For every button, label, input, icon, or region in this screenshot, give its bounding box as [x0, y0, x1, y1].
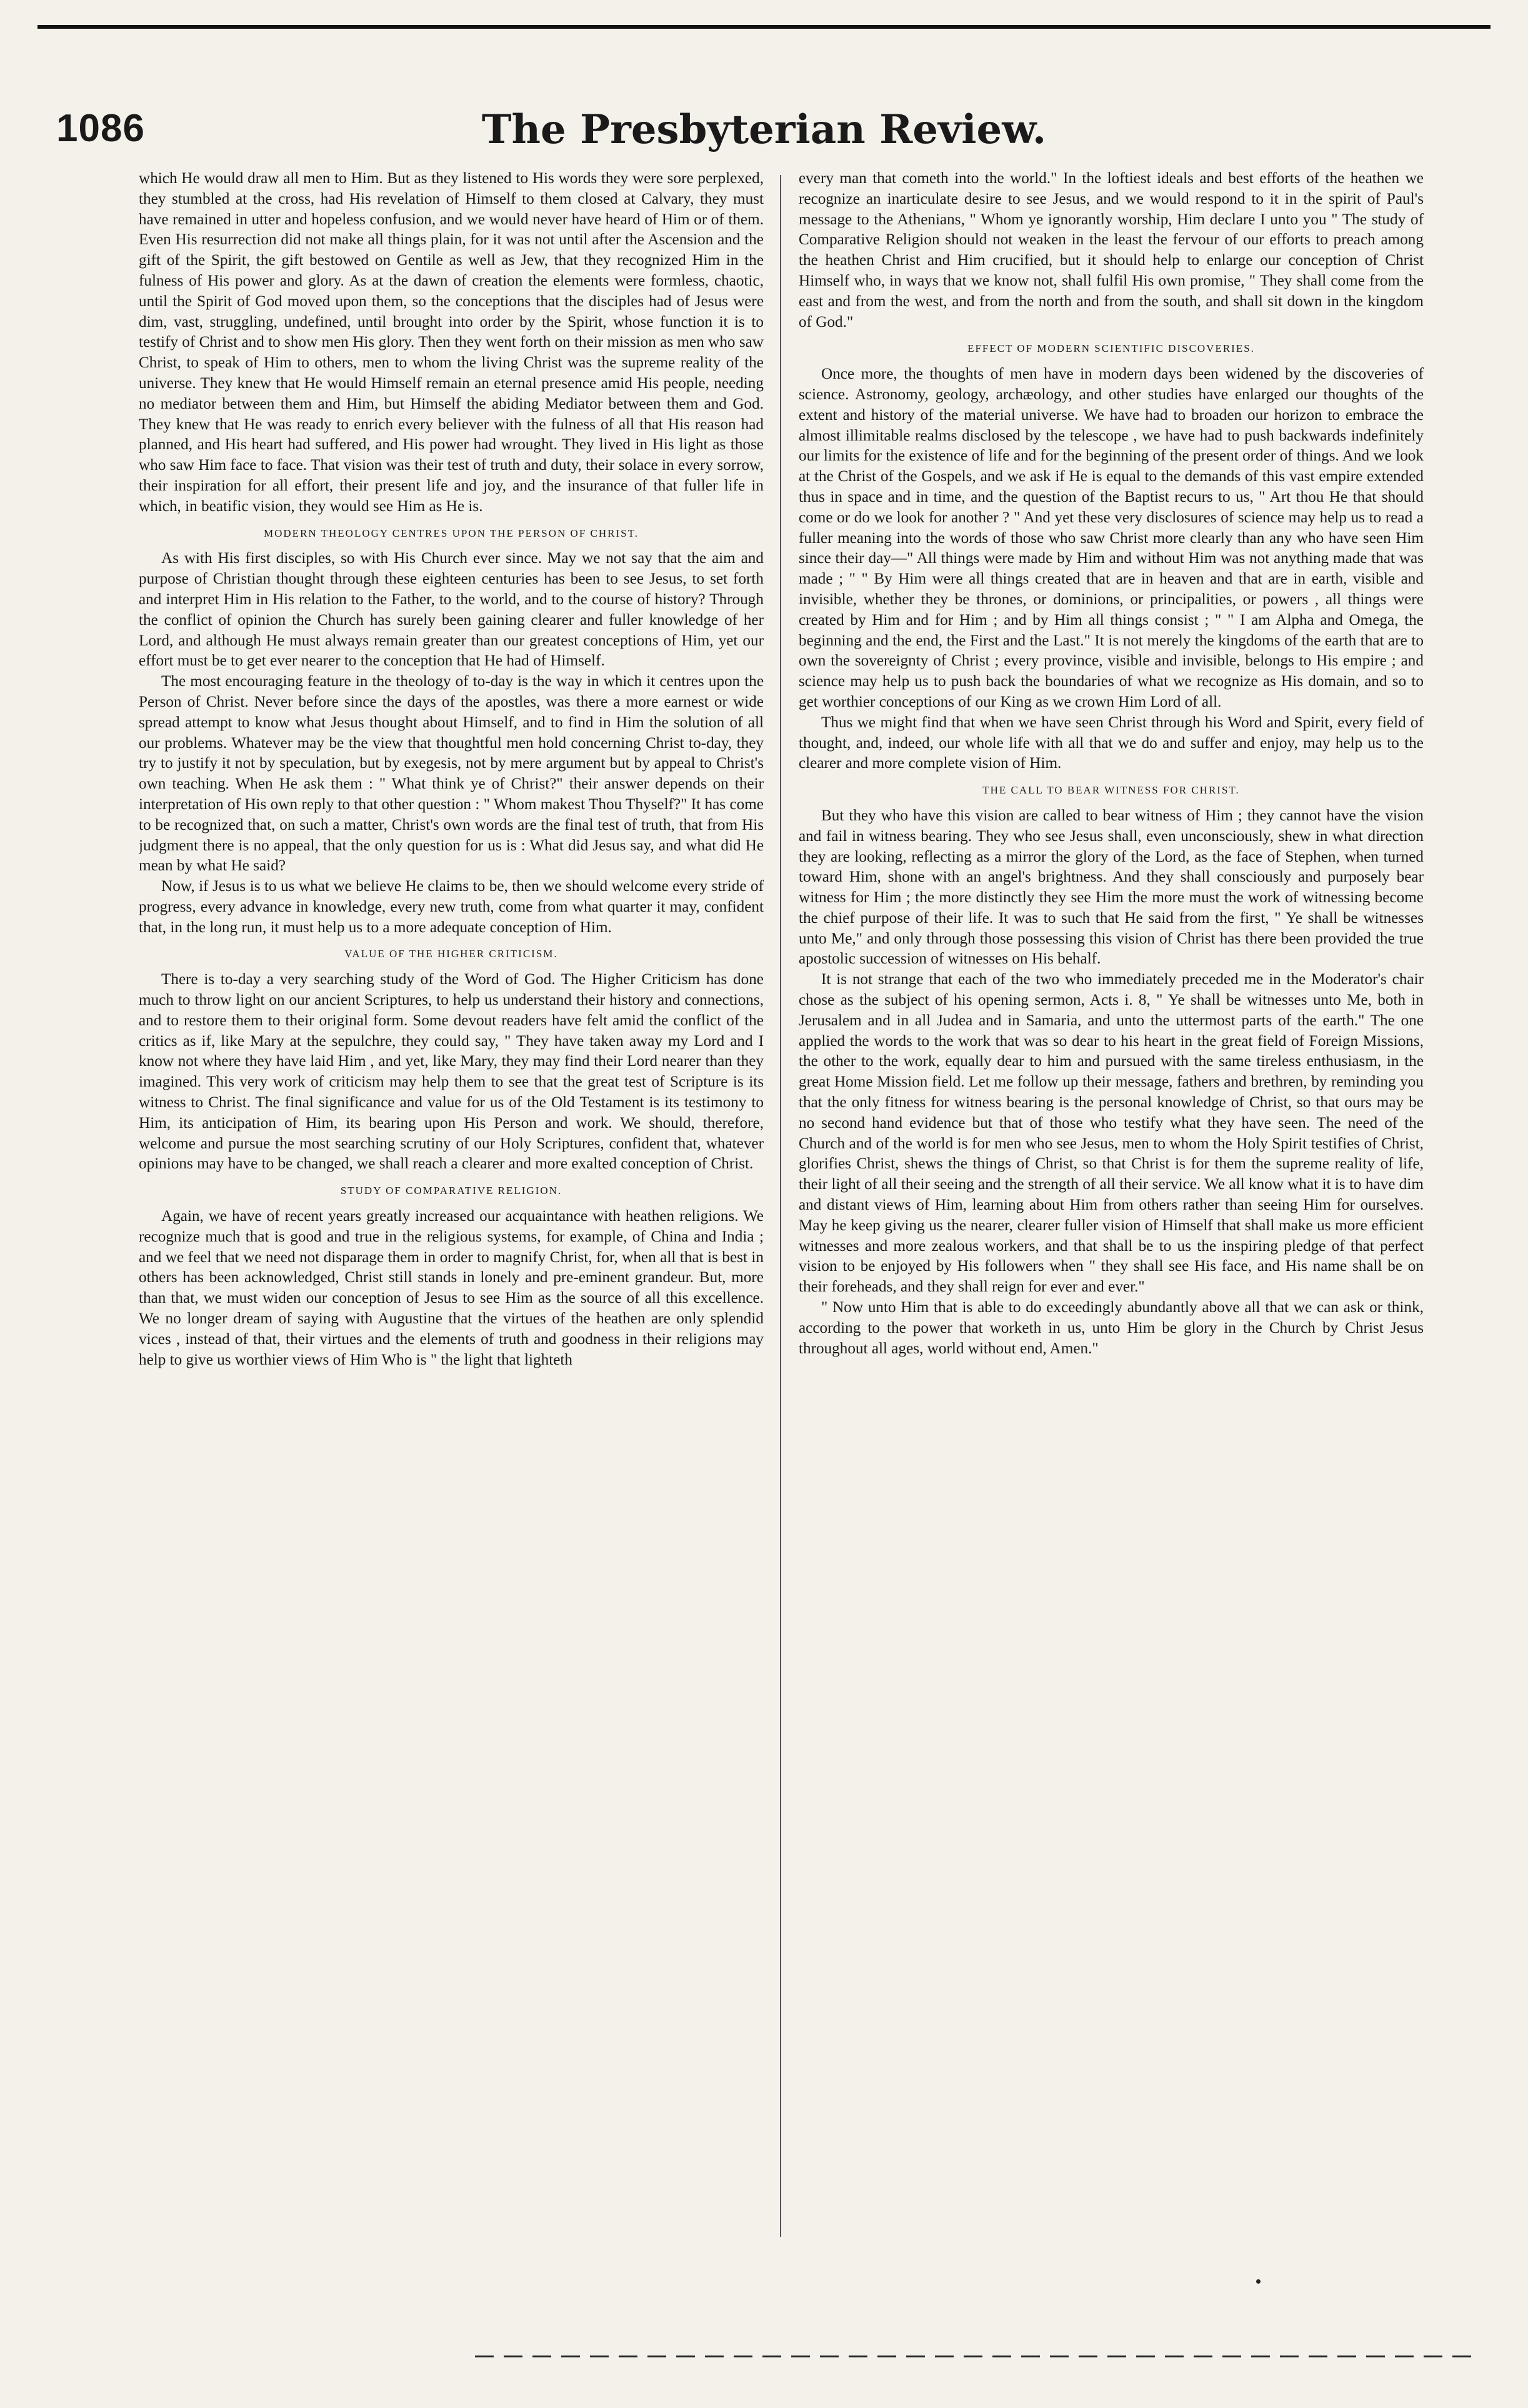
paragraph: The most encouraging feature in the theology of to-day is the way in which it centres upon the Person of Christ. Never before since the days of the apostles, was there a more earnest or wide spread attempt to know what Jesus thought about Himself, and to find in Him the solution of all our problems. Whatever may be the view that thoughtful men hold concerning Christ to-day, they try to justify it not by speculation, but by exegesis, not by mere argument but by appeal to Christ's own teaching. When He ask them : " What think ye of Christ?" their answer depends on their interpretation of His own reply to that other question : " Whom makest Thou Thyself?" It has come to be recognized that, on such a matter, Christ's own words are the final test of truth, that from His judgment there is no appeal, that the only question for us is : What did Jesus say, and what did He mean by what He said? [139, 673, 764, 875]
section-heading: STUDY OF COMPARATIVE RELIGION. [340, 1185, 562, 1197]
paragraph: which He would draw all men to Him. But as they listened to His words they were sore perplexed, they stumbled at the cross, had His revelation of Himself to them closed at Calvary, they must have remained in utter and hopeless confusion, and we would never have heard of Him or of them. Even His resurrection did not make all things plain, for it was not until after the Ascension and the gift of the Spirit, the gift bestowed on Gentile as well as Jew, that they recognized Him in the fulness of His power and glory. As at the dawn of creation the elements were formless, chaotic, until the Spirit of God moved upon them, so the conceptions that the disciples had of Jesus were dim, vast, struggling, undefined, until brought into order by the Spirit, whose function it is to testify of Christ and to show men His glory. Then they went forth on their mission as men who saw Christ, to speak of Him to others, men to whom the living Christ was the supreme reality of the universe. They knew that He would Himself remain an eternal presence amid His people, needing no mediator between them and Him, but Himself the abiding Mediator between them and God. They knew that He was ready to enrich every believer with the fulness of all that His reason had planned, and His heart had suffered, and His power had wrought. They lived in His light as those who saw Him face to face. That vision was their test of truth and duty, their solace in every sorrow, their inspiration for all effort, their present life and joy, and the insurance of that fuller life in which, in beatific vision, they would see Him as He is. [139, 170, 764, 515]
paragraph: It is not strange that each of the two who immediately preceded me in the Moderator's chair chose as the subject of his opening sermon, Acts i. 8, " Ye shall be witnesses unto Me, both in Jerusalem and in all Judea and in Samaria, and unto the uttermost parts of the earth." The one applied the words to the work that was so dear to his heart in the great field of Foreign Missions, the other to the work, equally dear to him and pursued with the same tireless enthusiasm, in the great Home Mission field. Let me follow up their message, fathers and brethren, by reminding you that the only fitness for witness bearing is the personal knowledge of Christ, so that ours may be no second hand evidence but that of those who testify what they have seen. The need of the Church and of the world is for men who see Jesus, men to whom the Holy Spirit testifies of Christ, glorifies Christ, shews the things of Christ, so that Christ is for them the supreme reality of life, their light of all their seeing and the strength of all their service. We all know what it is to have dim and distant views of Him, learning about Him from others rather than seeing Him for ourselves. May he keep giving us the nearer, clearer fuller vision of Himself that shall make us more efficient witnesses and more zealous workers, and that shall be to us the inspiring pledge of that perfect vision to be enjoyed by His followers when " they shall see His face, and His name shall be on their foreheads, and they shall reign for ever and ever." [799, 971, 1424, 1296]
page-header [56, 106, 1472, 156]
section-heading: THE CALL TO BEAR WITNESS FOR CHRIST. [982, 784, 1240, 797]
paragraph: " Now unto Him that is able to do exceedingly abundantly above all that we can ask or think, according to the power that worketh in us, unto Him be glory in the Church by Christ Jesus throughout all ages, world without end, Amen." [799, 1299, 1424, 1357]
right-column [799, 169, 1424, 2249]
page-number: 1086 [56, 107, 145, 150]
left-column [139, 169, 764, 2249]
paragraph: But they who have this vision are called to bear witness of Him ; they cannot have the vision and fail in witness bearing. They who see Jesus shall, even unconsciously, shew in what direction they are looking, reflecting as a mirror the glory of the Lord, as the face of Stephen, when turned toward Him, shone with an angel's brightness. And they shall consciously and purposely bear witness for Him ; the more distinctly they see Him the more must the work of witnessing become the chief purpose of their life. It was to such that He said from the first, " Ye shall be witnesses unto Me," and only through those possessing this vision of Christ has there been provided the true apostolic succession of witnesses on His behalf. [799, 807, 1424, 968]
section-heading: EFFECT OF MODERN SCIENTIFIC DISCOVERIES. [967, 342, 1255, 355]
paragraph: Now, if Jesus is to us what we believe He claims to be, then we should welcome every stride of progress, every advance in knowledge, every new truth, come from what quarter it may, confident that, in the long run, it must help us to a more adequate conception of Him. [139, 878, 764, 936]
paragraph: Once more, the thoughts of men have in modern days been widened by the discoveries of science. Astronomy, geology, archæology, and other studies have enlarged our thoughts of the extent and history of the material universe. We have had to broaden our horizon to embrace the almost illimitable realms disclosed by the telescope , we have had to push backwards indefinitely our limits for the existence of life and for the beginning of the present order of things. And we look at the Christ of the Gospels, and we ask if He is equal to the demands of this vast empire extended thus in space and in time, and the question of the Baptist recurs to us, " Art thou He that should come or do we look for another ? " And yet these very disclosures of science may help us to read a fuller meaning into the words of those who saw Christ more clearly than any who have seen Him since their day—" All things were made by Him and without Him was not anything made that was made ; " " By Him were all things created that are in heaven and that are in earth, visible and invisible, whether they be thrones, or dominions, or principalities, or powers , all things were created by Him and for Him ; and by Him all things consist ; " " I am Alpha and Omega, the beginning and the end, the First and the Last." It is not merely the kingdoms of the earth that are to own the sovereignty of Christ ; every province, visible and invisible, belongs to His empire ; and science may help us to push back the boundaries of what we recognize as His domain, and so to get worthier conceptions of our King as we crown Him Lord of all. [799, 366, 1424, 710]
paragraph: Again, we have of recent years greatly increased our acquaintance with heathen religions. We recognize much that is good and true in the religious systems, for example, of China and India ; and we feel that we need not disparage them in order to magnify Christ, for, when all that is best in others has been acknowledged, Christ still stands in lonely and pre-eminent grandeur. But, more than that, we must widen our conception of Jesus to see Him as the source of all this excellence. We no longer dream of saying with Augustine that the virtues of the heathen are only splendid vices , instead of that, their virtues and the elements of truth and goodness in their religions may help to give us worthier views of Him Who is " the light that lighteth [139, 1208, 764, 1368]
section-heading: VALUE OF THE HIGHER CRITICISM. [344, 948, 558, 960]
column-divider [780, 175, 781, 2237]
paragraph: Thus we might find that when we have seen Christ through his Word and Spirit, every field of thought, and, indeed, our whole life with all that we do and suffer and enjoy, may help us to the clearer and more complete vision of Him. [799, 714, 1424, 772]
paragraph: As with His first disciples, so with His Church ever since. May we not say that the aim and purpose of Christian thought through these eighteen centuries has been to see Jesus, to set forth and interpret Him in His relation to the Father, to the world, and to the course of history? Through the conflict of opinion the Church has surely been gaining clearer and fuller knowledge of her Lord, and although He must always remain greater than our greatest conceptions of Him, yet our effort must be to get ever nearer to the conception that He had of Himself. [139, 550, 764, 670]
bottom-dot [1256, 2279, 1261, 2284]
top-rule [37, 25, 1491, 29]
running-title: The Presbyterian Review. [481, 106, 1047, 153]
section-heading: MODERN THEOLOGY CENTRES UPON THE PERSON OF CHRIST. [264, 527, 639, 539]
bottom-rule [475, 2356, 1478, 2357]
paragraph: every man that cometh into the world." In the loftiest ideals and best efforts of the heathen we recognize an inarticulate desire to see Jesus, and we would respond to it in the spirit of Paul's message to the Athenians, " Whom ye ignorantly worship, Him declare I unto you " The study of Comparative Religion should not weaken in the least the fervour of our efforts to preach among the heathen Christ and Him crucified, but it should help to enlarge our conception of Christ Himself who, in ways that we know not, shall fulfil His own promise, " They shall come from the east and from the west, and from the north and from the south, and shall sit down in the kingdom of God." [799, 170, 1424, 331]
paragraph: There is to-day a very searching study of the Word of God. The Higher Criticism has done much to throw light on our ancient Scriptures, to help us understand their history and connections, and to restore them to their original form. Some devout readers have felt amid the conflict of the critics as if, like Mary at the sepulchre, they could say, " They have taken away my Lord and I know not where they have laid Him , and yet, like Mary, they may find their Lord nearer than they imagined. This very work of criticism may help them to see that the great test of Scripture is its witness to Christ. The final significance and value for us of the Old Testament is its testimony to Him, its anticipation of Him, its bearing upon His Person and work. We should, therefore, welcome and pursue the most searching scrutiny of our Holy Scriptures, confident that, whatever opinions may have to be changed, we shall reach a clearer and more exalted conception of Christ. [139, 971, 764, 1173]
